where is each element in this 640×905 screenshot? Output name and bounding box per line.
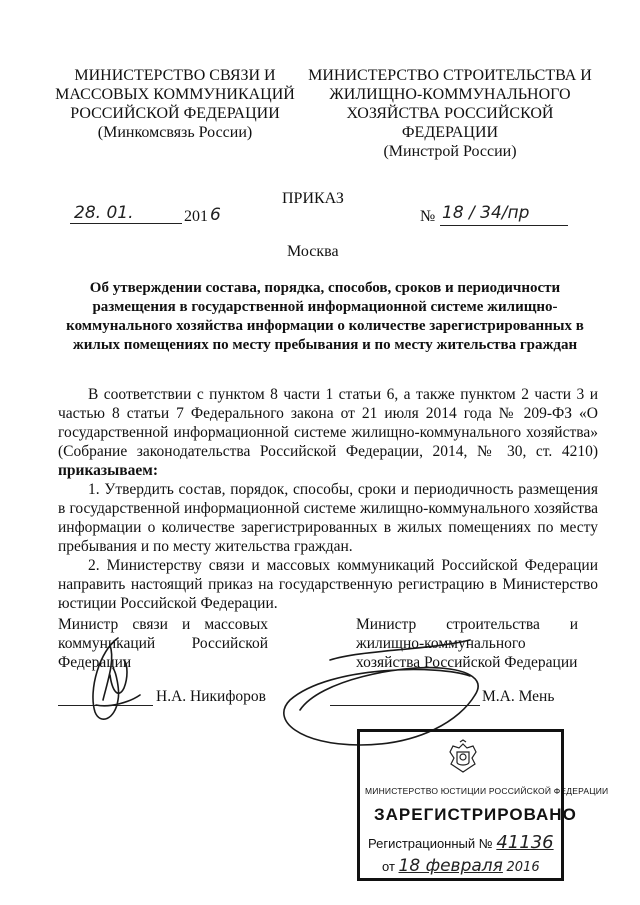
stamp-reg-number-line <box>368 832 554 853</box>
order-colon: : <box>152 462 158 479</box>
right-ministry-line: ФЕДЕРАЦИИ <box>401 124 499 141</box>
order-word: приказываем <box>58 462 153 479</box>
title-line: жилых помещениях по месту пребывания и по месту жительства граждан <box>72 337 578 353</box>
stamp-date-line <box>382 856 540 876</box>
year-printed: 201 <box>184 208 208 225</box>
left-ministry-short-name: (Минкомсвязь России) <box>97 124 253 141</box>
right-title-word: строительства <box>446 616 540 633</box>
left-ministry-line: МАССОВЫХ КОММУНИКАЦИЙ <box>55 86 295 103</box>
stamp-registered: ЗАРЕГИСТРИРОВАНО <box>374 805 577 824</box>
number-sign: № <box>420 208 436 225</box>
right-title-line: жилищно-коммунального <box>356 635 526 652</box>
preamble-paragraph <box>58 385 598 480</box>
number-underline <box>440 225 568 226</box>
year-handwritten: 6 <box>210 205 221 225</box>
right-ministry-line: МИНИСТЕРСТВО СТРОИТЕЛЬСТВА И <box>308 67 592 84</box>
handwritten-date: 28. 01. <box>74 203 134 223</box>
right-ministry-header <box>305 66 595 161</box>
left-ministry-header <box>55 66 295 142</box>
order-body <box>58 385 598 613</box>
order-heading: ПРИКАЗ <box>282 190 344 207</box>
order-title <box>55 279 595 355</box>
left-signature-line <box>58 705 153 706</box>
stamp-organization: МИНИСТЕРСТВО ЮСТИЦИИ РОССИЙСКОЙ ФЕДЕРАЦИИ <box>365 786 609 796</box>
stamp-reg-label: Регистрационный № <box>368 836 493 851</box>
stamp-date-prefix: от <box>382 859 395 874</box>
right-ministry-short-name: (Минстрой России) <box>383 143 517 160</box>
preamble-text: В соответствии с пунктом 8 части 1 статьи 6, а также пунктом 2 части 3 и частью 8 статьи 7 Федерального закона от 21 июля 2014 года № 209-ФЗ «О государственной информационной системе жилищно-коммунального хозяйства» (Собрание законодательства Российской Федерации, 2014, № 30, ст. 4210) <box>58 386 598 460</box>
left-ministry-line: МИНИСТЕРСТВО СВЯЗИ И <box>74 67 276 84</box>
left-ministry-line: РОССИЙСКОЙ ФЕДЕРАЦИИ <box>70 105 280 122</box>
order-city: Москва <box>287 243 339 260</box>
order-number <box>420 203 580 227</box>
right-title-word: и <box>569 616 578 633</box>
title-line: Об утверждении состава, порядка, способов, сроков и периодичности <box>89 280 561 296</box>
order-item-1: 1. Утвердить состав, порядок, способы, сроки и периодичность размещения в государственной информационной системе жилищно-коммунального хозяйства информации о количестве зарегистрированных в жилых помещениях по месту пребывания и по месту жительства граждан. <box>58 481 598 555</box>
left-signatory-title: Министр связи и массовых коммуникаций Российской Федерации <box>58 616 268 671</box>
right-signature-line <box>330 705 480 706</box>
right-signatory-name: М.А. Мень <box>482 688 555 705</box>
right-title-line <box>356 615 578 634</box>
title-line: коммунального хозяйства информации о количестве зарегистрированных в <box>66 318 584 334</box>
order-item-2: 2. Министерству связи и массовых коммуникаций Российской Федерации направить настоящий приказ на государственную регистрацию в Министерство юстиции Российской Федерации. <box>58 557 598 612</box>
stamp-date-handwritten: 18 февраля <box>398 856 503 876</box>
right-ministry-line: ХОЗЯЙСТВА РОССИЙСКОЙ <box>346 105 554 122</box>
title-line: размещения в государственной информационной системе жилищно- <box>92 299 558 315</box>
stamp-year: 2016 <box>506 860 540 875</box>
right-ministry-line: ЖИЛИЩНО-КОММУНАЛЬНОГО <box>329 86 571 103</box>
right-signatory-title <box>356 615 578 672</box>
date-underline <box>70 223 182 224</box>
left-signatory-name: Н.А. Никифоров <box>156 688 266 705</box>
order-date <box>70 203 240 227</box>
handwritten-order-number: 18 / 34/пр <box>442 203 530 223</box>
stamp-reg-number: 41136 <box>496 832 554 853</box>
right-title-word: Министр <box>356 616 417 633</box>
registration-stamp <box>357 729 609 881</box>
coat-of-arms-icon <box>443 738 483 778</box>
right-title-line: хозяйства Российской Федерации <box>356 654 578 671</box>
